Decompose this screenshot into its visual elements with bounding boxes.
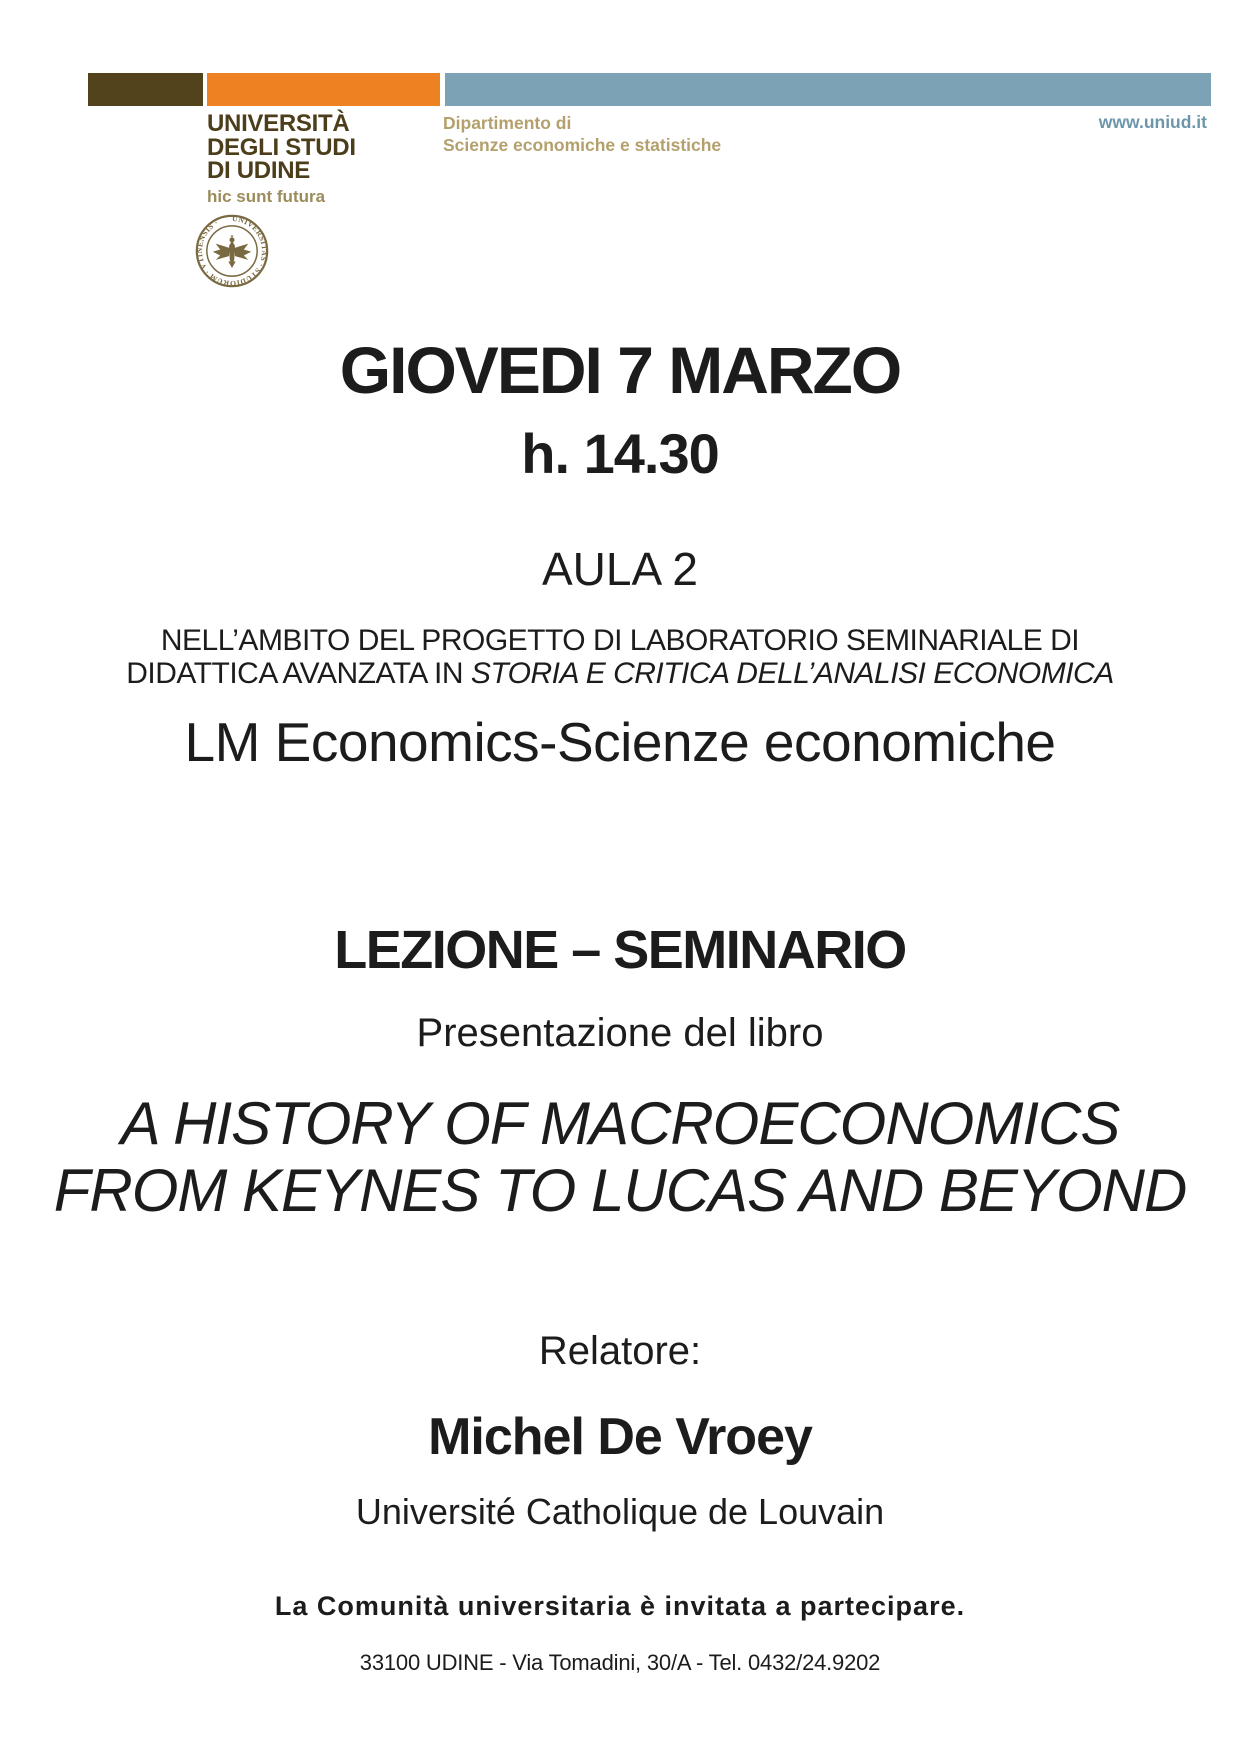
university-seal-icon — [195, 214, 269, 288]
book-title — [0, 1090, 1240, 1224]
event-room: AULA 2 — [542, 543, 698, 595]
event-context — [0, 624, 1240, 690]
department-name — [443, 112, 721, 156]
header-bar-orange — [207, 73, 440, 106]
speaker-name: Michel De Vroey — [428, 1408, 812, 1466]
website-link[interactable]: www.uniud.it — [1098, 112, 1207, 132]
event-time: h. 14.30 — [521, 422, 719, 485]
speaker-label: Relatore: — [538, 1329, 702, 1373]
invitation-line: La Comunità universitaria è invitata a partecipare. — [274, 1591, 966, 1621]
university-logotype — [207, 112, 356, 207]
address-footer: 33100 UDINE - Via Tomadini, 30/A - Tel. 0432/24.9202 — [359, 1650, 881, 1675]
seal-eagle-icon — [213, 235, 251, 268]
context-line-2 — [0, 657, 1240, 690]
department-line-2: Scienze economiche e statistiche — [443, 135, 722, 155]
logo-line-2: DEGLI STUDI — [207, 133, 356, 161]
logo-line-3: DI UDINE — [207, 157, 310, 184]
presentation-label: Presentazione del libro — [416, 1011, 824, 1055]
book-title-line-1: A HISTORY OF MACROECONOMICS — [120, 1090, 1120, 1157]
context-line-2-italic: STORIA E CRITICA DELL’ANALISI ECONOMICA — [470, 657, 1114, 690]
logo-tagline: hic sunt futura — [207, 186, 326, 206]
event-date: GIOVEDI 7 MARZO — [339, 333, 901, 407]
logo-line-1: UNIVERSITÀ — [207, 110, 350, 137]
context-line-2-regular: DIDATTICA AVANZATA IN — [126, 657, 471, 690]
department-line-1: Dipartimento di — [443, 113, 572, 133]
context-line-1: NELL’AMBITO DEL PROGETTO DI LABORATORIO SEMINARIALE DI — [160, 624, 1080, 657]
header-bar-brown — [88, 73, 203, 106]
degree-program: LM Economics-Scienze economiche — [184, 711, 1056, 773]
speaker-affiliation: Université Catholique de Louvain — [355, 1491, 885, 1532]
seal-legend: UNIVERSITAS · STUDIORUM · VTINENSIS · — [195, 214, 269, 288]
header-bar-blue — [445, 73, 1211, 106]
session-type: LEZIONE – SEMINARIO — [334, 920, 906, 980]
book-title-line-2: FROM KEYNES TO LUCAS AND BEYOND — [53, 1157, 1187, 1224]
